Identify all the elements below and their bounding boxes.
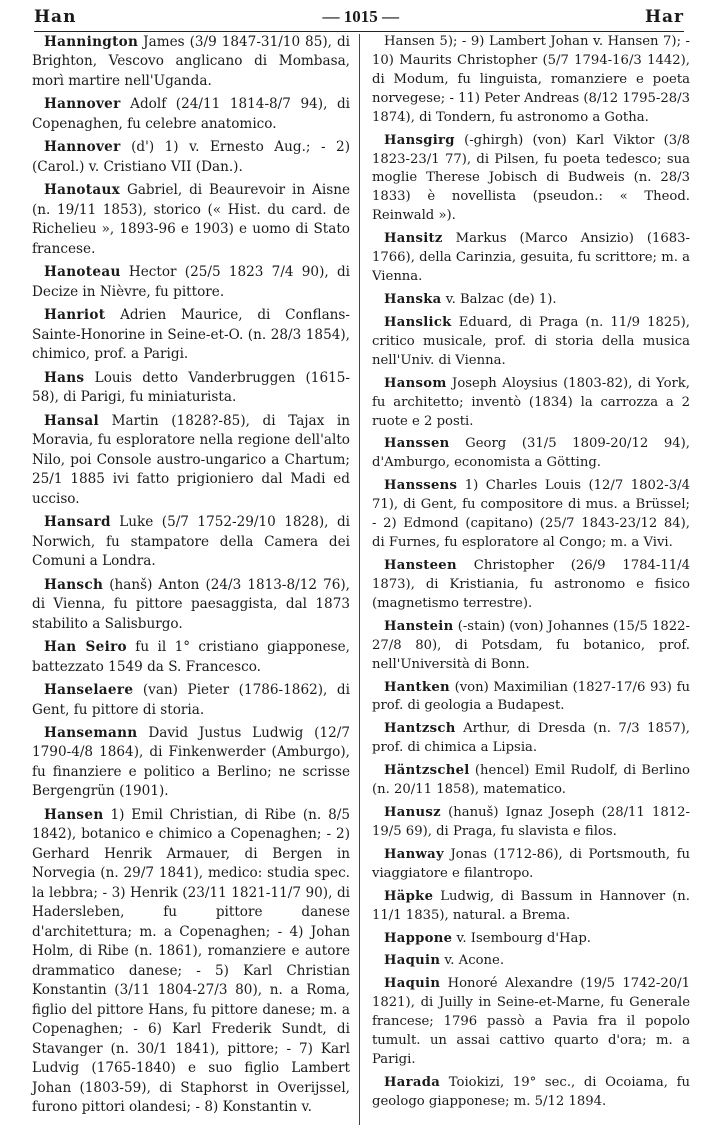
entry-text: David Justus Ludwig (12/7 1790-4/8 1864), di Finkenwerder (Amburgo), fu finanziere e politico a Berlino; ne scrisse Bergengrün (1901). [32, 724, 350, 800]
page-header [34, 3, 684, 31]
entry-headword: Hans [44, 369, 85, 386]
dictionary-entry [372, 557, 690, 614]
entry-text: Christopher (26/9 1784-11/4 1873), di Kristiania, fu astronomo e fisico (magnetismo terrestre). [372, 557, 690, 611]
entry-text: Adolf (24/11 1814-8/7 94), di Copenaghen, fu celebre anatomico. [32, 96, 350, 132]
dictionary-entry [32, 681, 350, 720]
dictionary-entry [32, 724, 350, 802]
entry-headword: Hantzsch [384, 721, 456, 737]
dictionary-entry [32, 576, 350, 634]
entry-text: (d') 1) v. Ernesto Aug.; - 2) (Carol.) v. Cristiano VII (Dan.). [32, 139, 350, 175]
entry-headword: Hanriot [44, 307, 106, 324]
entry-headword: Hannover [44, 139, 121, 156]
dictionary-entry [32, 181, 350, 259]
dictionary-entry [372, 33, 690, 128]
dictionary-entry [372, 930, 690, 949]
entry-headword: Hanselaere [44, 682, 134, 699]
entry-text: Honoré Alexandre (19/5 1742-20/1 1821), di Juilly in Seine-et-Marne, fu Generale francese; 1796 passò a Pavia fra il popolo tumult. un assai cattivo quarto d'ora; m. a Parigi. [372, 976, 690, 1068]
entry-headword: Hansen [44, 806, 104, 823]
entry-text: Louis detto Vanderbruggen (1615-58), di Parigi, fu miniaturista. [32, 369, 350, 406]
entry-text: 1) Charles Louis (12/7 1802-3/4 71), di Gent, fu compositore di mus. a Brüssel; - 2) Edmond (capitano) (25/7 1843-23/12 84), di Furnes, fu esploratore al Congo; m. a Vivi. [372, 478, 690, 551]
dictionary-entry [372, 846, 690, 884]
entry-text: Arthur, di Dresda (n. 7/3 1857), prof. di chimica a Lipsia. [372, 721, 690, 756]
entry-text: (hanuš) Ignaz Joseph (28/11 1812-19/5 69), di Praga, fu slavista e filos. [372, 805, 690, 839]
entry-headword: Hansch [44, 576, 104, 593]
entry-text: fu il 1° cristiano giapponese, battezzato 1549 da S. Francesco. [32, 639, 350, 675]
entry-headword: Hansom [384, 375, 447, 391]
entry-headword: Hanoteau [44, 264, 121, 281]
entry-headword: Hansal [44, 412, 99, 429]
dictionary-entry [32, 638, 350, 677]
entry-text: v. Balzac (de) 1). [441, 291, 557, 307]
dictionary-entry [32, 806, 350, 1118]
entry-text: Ludwig, di Bassum in Hannover (n. 11/1 1835), natural. a Brema. [372, 888, 690, 923]
entry-headword: Hantken [384, 679, 450, 695]
entry-text: Martin (1828?-85), di Tajax in Moravia, fu esploratore nella regione dell'alto Nilo, poi Console austro-ungarico a Chartum; 25/1 1885 ivi fatto prigioniero dal Madi ed ucciso. [32, 412, 350, 507]
dictionary-entry [32, 513, 350, 571]
entry-text: (-stain) (von) Johannes (15/5 1822-27/8 80), di Potsdam, fu botanico, prof. nell'Università di Bonn. [372, 618, 690, 672]
entry-headword: Haquin [384, 976, 441, 992]
dictionary-entry [372, 291, 690, 310]
dictionary-entry [372, 804, 690, 842]
entry-headword: Haquin [384, 953, 441, 969]
entry-text: Adrien Maurice, di Conflans-Sainte-Honorine in Seine-et-O. (n. 28/3 1854), chimico, prof. a Parigi. [32, 307, 350, 363]
entry-text: Georg (31/5 1809-20/12 94), d'Amburgo, economista a Götting. [372, 436, 690, 471]
entry-text: (hencel) Emil Rudolf, di Berlino (n. 20/11 1858), matematico. [372, 763, 690, 798]
entry-text: Hansen 5); - 9) Lambert Johan v. Hansen 7); - 10) Maurits Christopher (5/7 1794-16/3 1442), di Modum, fu linguista, romanziere e poeta norvegese; - 11) Peter Andreas (8/12 1795-28/3 1874), di Tondern, fu astronomo a Gotha. [372, 34, 690, 125]
entry-text: (van) Pieter (1786-1862), di Gent, fu pittore di storia. [32, 682, 350, 718]
dictionary-entry [32, 138, 350, 177]
entry-headword: Harada [384, 1075, 441, 1091]
entry-headword: Hansteen [384, 557, 457, 573]
dictionary-entry [32, 95, 350, 134]
entry-headword: Hanusz [384, 805, 441, 821]
entry-text: (-ghirgh) (von) Karl Viktor (3/8 1823-23/1 77), di Pilsen, fu poeta tedesco; sua moglie Therese Jobisch di Budweis (n. 28/3 1833) è novellista (pseudon.: « Theod. Reinwald »). [372, 132, 690, 224]
entry-text: Joseph Aloysius (1803-82), di York, fu architetto; inventò (1834) la carrozza a 2 ruote e 2 posti. [372, 375, 690, 429]
entry-text: Hector (25/5 1823 7/4 90), di Decize in Nièvre, fu pittore. [32, 264, 350, 300]
dictionary-entry [372, 1074, 690, 1112]
entry-text: Jonas (1712-86), di Portsmouth, fu viaggiatore e filantropo. [372, 846, 690, 881]
dictionary-entry [32, 33, 350, 91]
entry-headword: Hanstein [384, 618, 454, 634]
entry-headword: Hanssens [384, 478, 458, 494]
dictionary-entry [372, 679, 690, 717]
entry-text: (von) Maximilian (1827-17/6 93) fu prof. di geologia a Budapest. [372, 679, 690, 714]
header-left-guide: Han [34, 7, 77, 27]
left-column [32, 33, 350, 1122]
entry-headword: Hanslick [384, 314, 452, 330]
entry-headword: Häntzschel [384, 763, 470, 779]
dictionary-entry [32, 306, 350, 364]
dictionary-entry [32, 412, 350, 509]
entry-text: v. Isembourg d'Hap. [452, 930, 591, 946]
dictionary-entry [372, 720, 690, 758]
dictionary-entry [372, 888, 690, 926]
dictionary-entry [372, 230, 690, 287]
entry-text: Gabriel, di Beaurevoir in Aisne (n. 19/11 1853), storico (« Hist. du card. de Richelieu », 1893-96 e 1903) e uomo di Stato francese. [32, 182, 350, 257]
entry-headword: Hansgirg [384, 132, 455, 148]
dictionary-entry [32, 263, 350, 302]
entry-headword: Hanska [384, 291, 442, 307]
header-right-guide: Har [644, 7, 684, 27]
entry-headword: Hannover [44, 96, 121, 113]
entry-text: Luke (5/7 1752-29/10 1828), di Norwich, fu stampatore della Camera dei Comuni a Londra. [32, 514, 350, 570]
right-column [372, 33, 690, 1116]
entry-headword: Han Seiro [44, 639, 127, 656]
entry-headword: Hannington [44, 34, 139, 50]
dictionary-entry [372, 132, 690, 227]
dictionary-entry [372, 477, 690, 553]
dictionary-entry [372, 618, 690, 675]
header-rule [34, 31, 684, 32]
entry-headword: Happone [384, 930, 453, 946]
entry-text: Eduard, di Praga (n. 11/9 1825), critico musicale, prof. di storia della musica nell'Univ. di Vienna. [372, 314, 690, 368]
entry-headword: Hansitz [384, 231, 443, 247]
dictionary-entry [372, 314, 690, 371]
entry-headword: Hanssen [384, 436, 450, 452]
entry-headword: Hanotaux [44, 182, 121, 199]
entry-text: v. Acone. [440, 953, 505, 969]
dictionary-entry [372, 375, 690, 432]
dictionary-entry [32, 369, 350, 408]
entry-text: Markus (Marco Ansizio) (1683-1766), della Carinzia, gesuita, fu scrittore; m. a Vienna. [372, 231, 690, 285]
dictionary-entry [372, 762, 690, 800]
entry-headword: Hansard [44, 514, 111, 531]
entry-text: James (3/9 1847-31/10 85), di Brighton, Vescovo anglicano di Mombasa, morì martire nell'Uganda. [32, 34, 350, 89]
entry-headword: Hanway [384, 846, 444, 862]
column-divider [359, 34, 360, 1125]
entry-text: Toiokizi, 19° sec., di Ocoiama, fu geologo giapponese; m. 5/12 1894. [372, 1075, 690, 1109]
entry-headword: Häpke [384, 888, 434, 904]
entry-text: 1) Emil Christian, di Ribe (n. 8/5 1842), botanico e chimico a Copenaghen; - 2) Gerhard Henrik Armauer, di Bergen in Norvegia (n. 29/7 1841), medico: studia spec. la lebbra; - 3) Henrik (23/11 1821-11/7 90), di Hadersleben, fu pittore danese d'architettura; m. a Copenaghen; - 4) Johan Holm, di Ribe (n. 1861), romanziere e autore drammatico danese; - 5) Karl Christian Konstantin (3/11 1804-27/3 80), n. a Roma, figlio del pittore Hans, fu pittore danese; m. a Copenaghen; - 6) Karl Frederik Sundt, di Stavanger (n. 30/1 1841), pittore; - 7) Karl Ludvig (1765-1840) e suo figlio Lambert Johan (1803-59), di Staphorst in Overijssel, furono pittori olandesi; - 8) Konstantin v. [32, 806, 350, 1116]
entry-text: (hanš) Anton (24/3 1813-8/12 76), di Vienna, fu pittore paesaggista, dal 1873 stabilito a Salisburgo. [32, 576, 350, 632]
entry-headword: Hansemann [44, 724, 138, 741]
dictionary-entry [372, 975, 690, 1070]
dictionary-entry [372, 952, 690, 971]
page-number: — 1015 — [322, 7, 399, 26]
dictionary-entry [372, 435, 690, 473]
